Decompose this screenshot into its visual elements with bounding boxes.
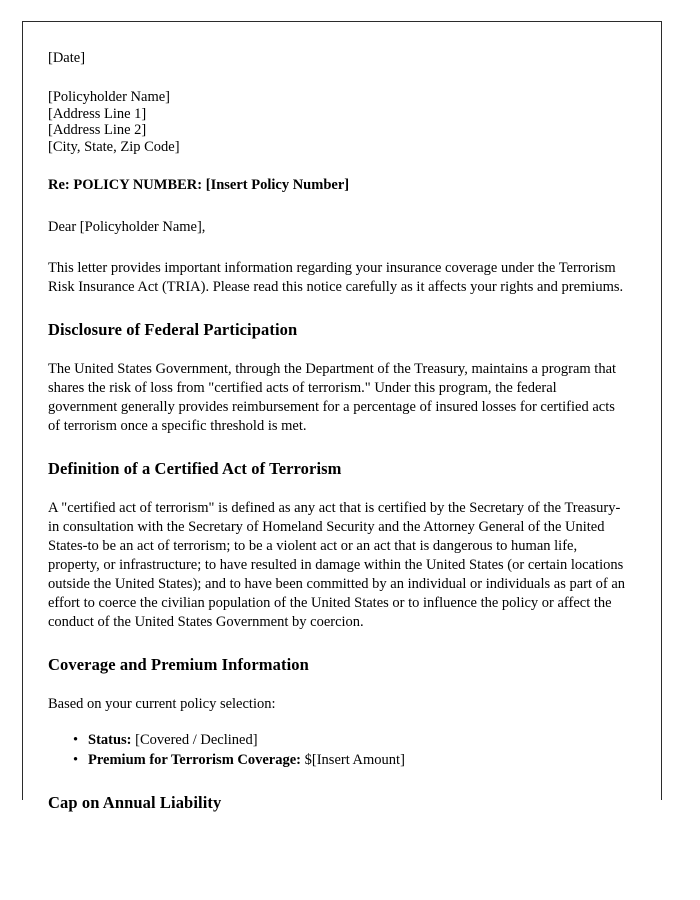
bullet-label-premium: Premium for Terrorism Coverage: bbox=[88, 752, 302, 768]
paragraph-definition-of-certified-act-of-terrorism: A "certified act of terrorism" is defined as any act that is certified by the Secretary of the Treasury-in consultation with the Secretary of Homeland Security and the Attorney General of the United States-to be an act of terrorism; to be a violent act or an act that is dangerous to human life, property, or infrastructure; to have resulted in damage within the United States (or certain locations outside the United States); and to have been committed by an individual or individuals as part of an effort to coerce the civilian population of the United States or to influence the policy or affect the conduct of the United States Government by coercion. bbox=[48, 500, 626, 630]
subject-line: Re: POLICY NUMBER: [Insert Policy Number] bbox=[48, 177, 350, 193]
address-line-city-state-zip: [City, State, Zip Code] bbox=[48, 138, 180, 155]
paragraph-disclosure-of-federal-participation: The United States Government, through the Department of the Treasury, maintains a program that shares the risk of loss from "certified acts of terrorism." Under this program, the federal government generally provides reimbursement for a percentage of insured losses for certified acts of terrorism once a specific threshold is met. bbox=[48, 361, 617, 434]
bullet-point-icon: • bbox=[73, 732, 79, 748]
coverage-intro-line: Based on your current policy selection: bbox=[48, 696, 276, 712]
list-item bbox=[48, 750, 628, 770]
heading-cap-on-annual-liability: Cap on Annual Liability bbox=[48, 793, 222, 812]
recipient-address-block bbox=[48, 89, 628, 155]
document-page bbox=[22, 21, 662, 812]
salutation-line: Dear [Policyholder Name], bbox=[48, 219, 206, 235]
heading-definition-of-certified-act-of-terrorism: Definition of a Certified Act of Terrorism bbox=[48, 459, 342, 478]
coverage-bullet-list bbox=[48, 730, 628, 770]
address-line-2: [Address Line 2] bbox=[48, 122, 147, 138]
heading-disclosure-of-federal-participation: Disclosure of Federal Participation bbox=[48, 320, 298, 339]
bullet-value-premium: $[Insert Amount] bbox=[304, 752, 405, 768]
bullet-value-status: [Covered / Declined] bbox=[135, 732, 258, 748]
letter-body bbox=[48, 49, 628, 833]
address-line-policyholder-name: [Policyholder Name] bbox=[48, 89, 171, 105]
bullet-label-status: Status: bbox=[88, 732, 132, 748]
intro-paragraph: This letter provides important information regarding your insurance coverage under the Terrorism Risk Insurance Act (TRIA). Please read this notice carefully as it affects your rights and premiums. bbox=[48, 260, 624, 295]
address-line-1: [Address Line 1] bbox=[48, 105, 147, 122]
date-line: [Date] bbox=[48, 50, 86, 66]
heading-coverage-and-premium-information: Coverage and Premium Information bbox=[48, 655, 309, 674]
list-item bbox=[48, 730, 628, 750]
bullet-point-icon: • bbox=[73, 752, 79, 768]
